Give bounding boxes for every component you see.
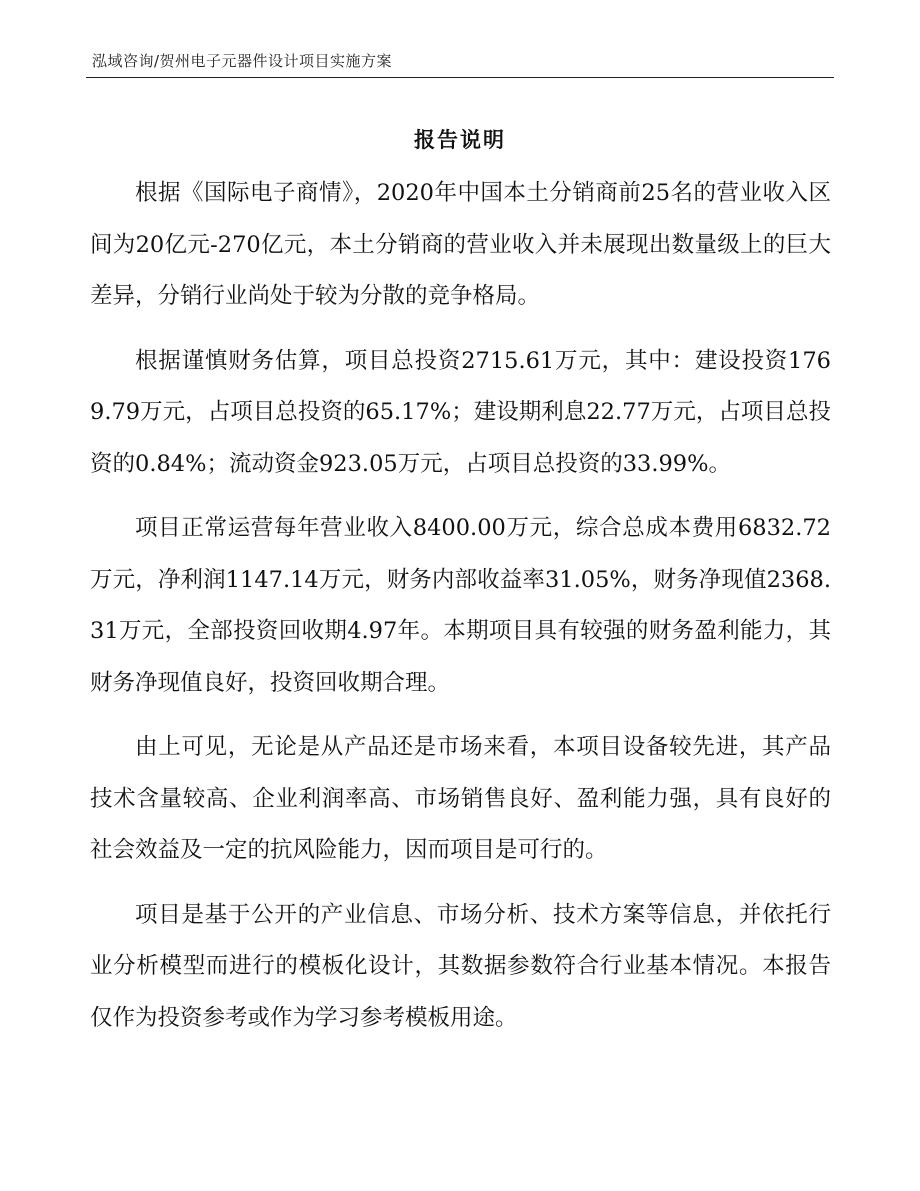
paragraph-disclaimer: 项目是基于公开的产业信息、市场分析、技术方案等信息，并依托行业分析模型而进行的模板化设计，其数据参数符合行业基本情况。本报告仅作为投资参考或作为学习参考模板用途。 <box>90 901 831 1031</box>
paragraph-investment-estimate: 根据谨慎财务估算，项目总投资2715.61万元，其中：建设投资1769.79万元，占项目总投资的65.17%；建设期利息22.77万元，占项目总投资的0.84%；流动资金923.05万元，占项目总投资的33.99%。 <box>90 347 831 477</box>
report-body <box>90 168 831 1057</box>
header-rule <box>86 77 834 78</box>
section-title: 报告说明 <box>414 128 506 152</box>
paragraph-market-context: 根据《国际电子商情》，2020年中国本土分销商前25名的营业收入区间为20亿元-270亿元，本土分销商的营业收入并未展现出数量级上的巨大差异，分销行业尚处于较为分散的竞争格局。 <box>90 180 831 309</box>
paragraph-feasibility-conclusion: 由上可见，无论是从产品还是市场来看，本项目设备较先进，其产品技术含量较高、企业利润率高、市场销售良好、盈利能力强，具有良好的社会效益及一定的抗风险能力，因而项目是可行的。 <box>90 734 831 863</box>
running-header: 泓域咨询/贺州电子元器件设计项目实施方案 <box>92 52 393 70</box>
paragraph-operating-revenue: 项目正常运营每年营业收入8400.00万元，综合总成本费用6832.72万元，净利润1147.14万元，财务内部收益率31.05%，财务净现值2368.31万元，全部投资回收期4.97年。本期项目具有较强的财务盈利能力，其财务净现值良好，投资回收期合理。 <box>90 515 831 696</box>
